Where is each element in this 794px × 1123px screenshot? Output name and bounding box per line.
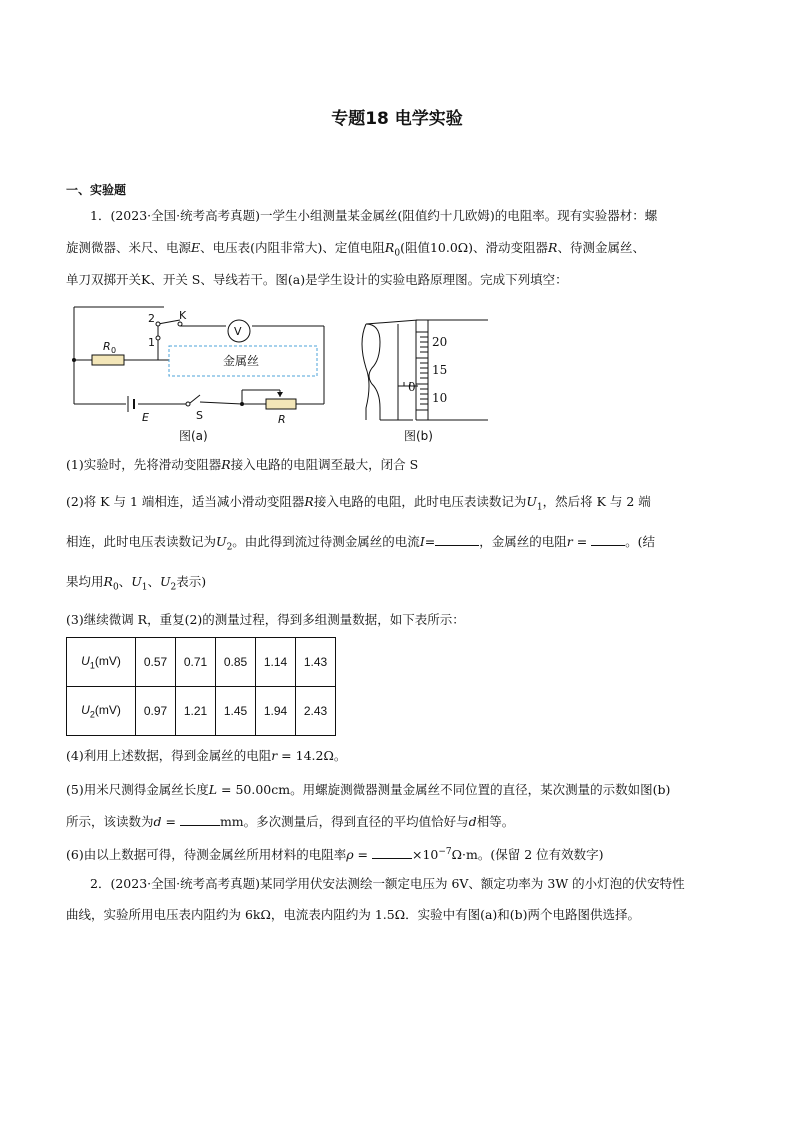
table-cell: 0.71 bbox=[176, 638, 216, 687]
step-6: (6)由以上数据可得，待测金属丝所用材料的电阻率$\rho = \times 10^{-7}\Omega\cdot m$。(保留 2 位有效数字) bbox=[66, 847, 604, 863]
terminal-2-label: 2 bbox=[148, 312, 155, 325]
table-cell: 1.45 bbox=[216, 687, 256, 736]
rheostat-symbol bbox=[266, 399, 296, 409]
table-cell: 1.43 bbox=[296, 638, 336, 687]
voltmeter-label: V bbox=[234, 325, 242, 338]
micrometer-tick-10: 10 bbox=[432, 391, 448, 405]
q2-line-2: 曲线，实验所用电压表内阻约为 6kΩ，电流表内阻约为 1.5Ω．实验中有图(a)和(b)两个电路图供选择。 bbox=[66, 907, 641, 922]
battery-e-label: E bbox=[142, 411, 149, 424]
table-cell: 2.43 bbox=[296, 687, 336, 736]
page-title: 专题18 电学实验 bbox=[331, 109, 463, 129]
step-3: (3)继续微调 R，重复(2)的测量过程，得到多组测量数据，如下表所示： bbox=[66, 612, 465, 627]
table-cell: 1.94 bbox=[256, 687, 296, 736]
table-header-u1: $U_1(mV)$ bbox=[67, 638, 136, 687]
micrometer-tick-15: 15 bbox=[432, 363, 448, 377]
q1-line-2: 旋测微器、米尺、电源E、电压表(内阻非常大)、定值电阻$R_0$(阻值10.0Ω)、滑动变阻器R、待测金属丝、 bbox=[66, 240, 645, 259]
step-1: (1)实验时，先将滑动变阻器R接入电路的电阻调至最大，闭合 S bbox=[66, 457, 419, 472]
q2-line-1: 2．(2023·全国·统考高考真题)某同学用伏安法测绘一额定电压为 6V、额定功率为 3W 的小灯泡的伏安特性 bbox=[90, 876, 685, 891]
table-cell: 0.57 bbox=[136, 638, 176, 687]
r0-subscript: 0 bbox=[111, 346, 117, 355]
table-cell: 0.85 bbox=[216, 638, 256, 687]
step-2-line-3: 果均用$R_0$、$U_1$、$U_2$表示) bbox=[66, 574, 207, 593]
q1-line-3: 单刀双掷开关K、开关 S、导线若干。图(a)是学生设计的实验电路原理图。完成下列填空： bbox=[66, 272, 568, 287]
section-heading: 一、实验题 bbox=[66, 183, 127, 197]
measurement-table bbox=[66, 637, 336, 736]
table-cell: 0.97 bbox=[136, 687, 176, 736]
figure-b-caption: 图(b) bbox=[404, 429, 433, 443]
micrometer-figure-b bbox=[358, 312, 493, 422]
table-row bbox=[67, 638, 336, 687]
metal-wire-label: 金属丝 bbox=[223, 354, 260, 368]
figure-a-caption: 图(a) bbox=[179, 429, 208, 443]
table-cell: 1.21 bbox=[176, 687, 216, 736]
diameter-answer-blank[interactable] bbox=[180, 813, 220, 826]
resistance-answer-blank[interactable] bbox=[591, 533, 625, 546]
terminal-1-label: 1 bbox=[148, 336, 155, 349]
current-answer-blank[interactable] bbox=[435, 533, 479, 546]
step-5-line-1: (5)用米尺测得金属丝长度L = 50.00cm。用螺旋测微器测量金属丝不同位置的直径，某次测量的示数如图(b) bbox=[66, 782, 671, 797]
micrometer-tick-20: 20 bbox=[432, 335, 448, 349]
q1-line-1: 1．(2023·全国·统考高考真题)一学生小组测量某金属丝(阻值约十几欧姆)的电阻率。现有实验器材：螺 bbox=[90, 208, 658, 223]
switch-s-label: S bbox=[196, 409, 203, 422]
step-2-line-2: 相连，此时电压表读数记为$U_2$。由此得到流过待测金属丝的电流I= ，金属丝的电阻r = 。(结 bbox=[66, 534, 656, 553]
step-2-line-1: (2)将 K 与 1 端相连，适当减小滑动变阻器R接入电路的电阻，此时电压表读数记为$U_1$，然后将 K 与 2 端 bbox=[66, 494, 651, 513]
resistivity-answer-blank[interactable] bbox=[372, 846, 412, 859]
micrometer-zero: 0 bbox=[408, 380, 416, 394]
switch-k-label: K bbox=[179, 309, 187, 322]
r0-label: R bbox=[103, 340, 111, 353]
circuit-diagram-figure-a bbox=[66, 302, 336, 432]
table-row bbox=[67, 687, 336, 736]
table-cell: 1.14 bbox=[256, 638, 296, 687]
table-header-u2: $U_2(mV)$ bbox=[67, 687, 136, 736]
rheostat-r-label: R bbox=[278, 413, 286, 426]
step-5-line-2: 所示，该读数为d = mm。多次测量后，得到直径的平均值恰好与d相等。 bbox=[66, 814, 515, 829]
step-4: (4)利用上述数据，得到金属丝的电阻r = 14.2Ω。 bbox=[66, 748, 347, 763]
